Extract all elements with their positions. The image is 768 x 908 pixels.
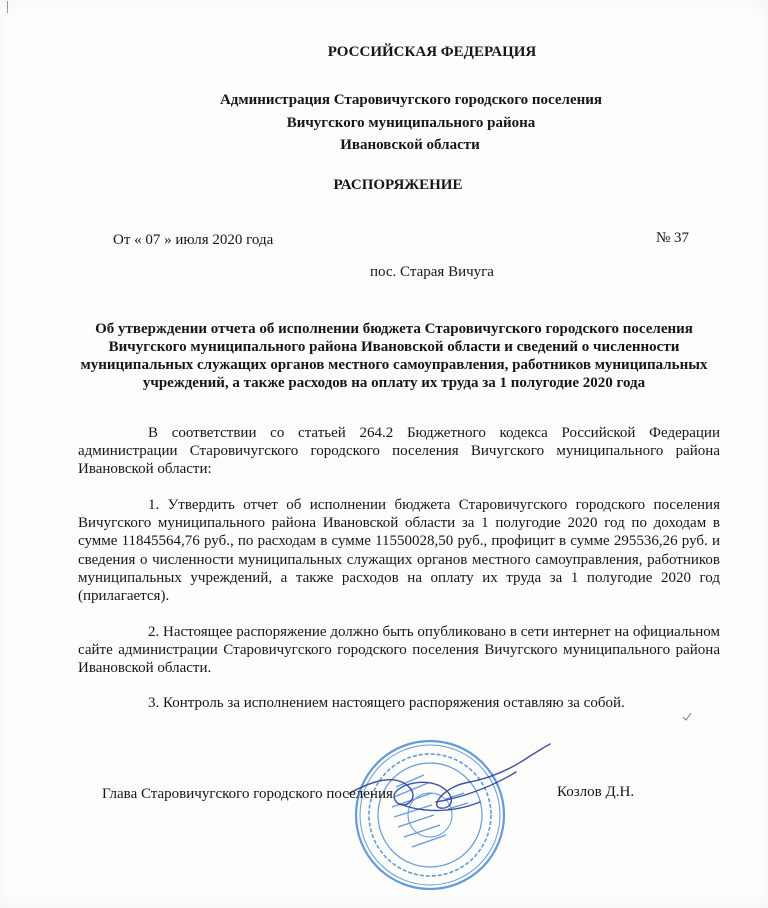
admin-line-1: Администрация Старовичугского городского поселения xyxy=(219,92,603,108)
document-date: От « 07 » июля 2020 года xyxy=(113,232,274,248)
item-2-paragraph: 2. Настоящее распоряжение должно быть опубликовано в сети интернет на официальном сайте администрации Старовичугского городского поселения Вичугского муниципального района Ивановской области. xyxy=(78,624,720,677)
document-place: пос. Старая Вичуга xyxy=(370,264,494,280)
scan-mark xyxy=(6,0,9,12)
document-type-heading: РАСПОРЯЖЕНИЕ xyxy=(333,177,463,193)
tick-mark-icon xyxy=(682,712,692,722)
document-number: № 37 xyxy=(656,230,690,246)
admin-line-2: Вичугского муниципального района xyxy=(286,115,536,131)
basis-paragraph: В соответствии со статьей 264.2 Бюджетного кодекса Российской Федерации администрации Старовичугского городского поселения Вичугского муниципального района Ивановской области: xyxy=(78,425,720,478)
admin-line-3: Ивановской области xyxy=(340,137,480,153)
country-heading: РОССИЙСКАЯ ФЕДЕРАЦИЯ xyxy=(327,44,537,60)
item-1-paragraph: 1. Утвердить отчет об исполнении бюджета Старовичугского городского поселения Вичугского муниципального района Ивановской области за 1 полугодие 2020 год по доходам в сумме 11845564,76 руб., по расходам в сумме 11550028,50 руб., профицит в сумме 295536,26 руб. и сведения о численности муниципальных служащих органов местного самоуправления, работников муниципальных учреждений, а также расходов на оплату их труда за 1 полугодие 2020 год (прилагается). xyxy=(78,497,720,605)
document-subject: Об утверждении отчета об исполнении бюджета Старовичугского городского поселения Вичугского муниципального района Ивановской области и сведений о численности муниципальных служащих органов местного самоуправления, работников муниципальных учреждений, а также расходов на оплату их труда за 1 полугодие 2020 года xyxy=(80,321,708,391)
signatory-title: Глава Старовичугского городского поселения xyxy=(102,786,393,802)
item-3-paragraph: 3. Контроль за исполнением настоящего распоряжения оставляю за собой. xyxy=(148,695,625,711)
signatory-name: Козлов Д.Н. xyxy=(557,784,635,800)
